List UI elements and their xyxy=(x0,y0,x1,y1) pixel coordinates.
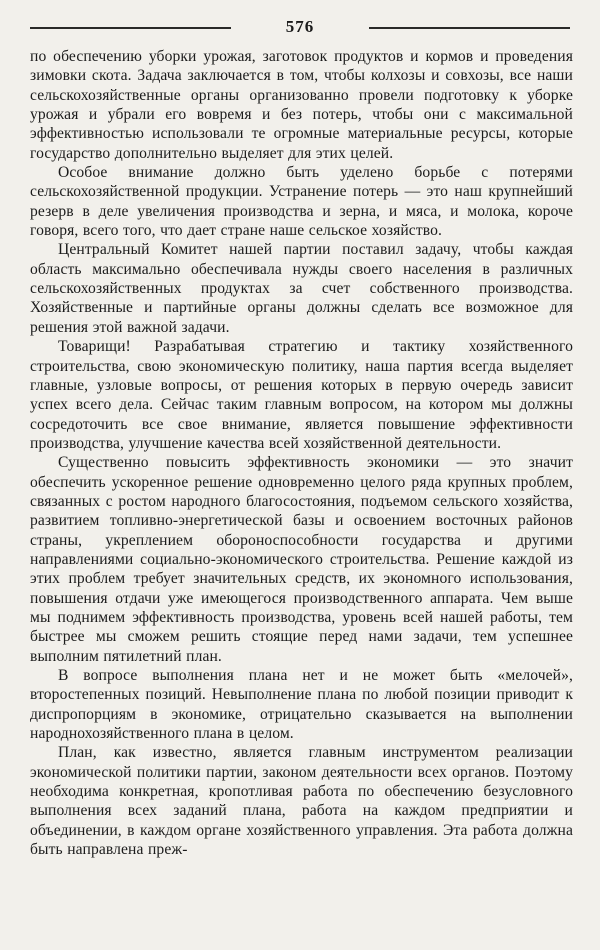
paragraph: Существенно повысить эффективность экономики — это значит обеспечить ускоренное решение одновременно целого ряда крупных проблем, связанных с ростом народного благосостояния, подъемом сельского хозяйства, развитием топливно-энергетической базы и освоением восточных районов страны, укреплением обороноспособности государства и другими направлениями социально-экономического строительства. Решение каждой из этих проблем требует значительных средств, их экономного использования, повышения отдачи уже имеющегося производственного аппарата. Чем выше мы поднимем эффективность производства, уровень всей нашей работы, тем быстрее мы сможем решить стоящие перед нами задачи, тем успешнее выполним пятилетний план. xyxy=(30,454,573,665)
paragraph: План, как известно, является главным инструментом реализации экономической политики партии, законом деятельности всех органов. Поэтому необходима конкретная, кропотливая работа по обеспечению безусловного выполнения всех заданий плана, работа на каждом предприятии и объединении, в каждом органе хозяйственного управления. Эта работа должна быть направлена преж- xyxy=(30,744,573,859)
page-number: 576 xyxy=(285,17,315,36)
paragraph: В вопросе выполнения плана нет и не может быть «мелочей», второстепенных позиций. Невыполнение плана по любой позиции приводит к диспропорциям в экономике, отрицательно сказывается на выполнении народнохозяйственного плана в целом. xyxy=(30,667,573,743)
paragraph: по обеспечению уборки урожая, заготовок продуктов и кормов и проведения зимовки скота. Задача заключается в том, чтобы колхозы и совхозы, все наши сельскохозяйственные органы организованно провели подготовку к уборке урожая и убрали его вовремя и без потерь, чтобы они с максимальной эффективностью использовали те огромные материальные ресурсы, которые государство дополнительно выделяет для этих целей. xyxy=(30,48,573,162)
header-rule-left xyxy=(30,27,231,29)
paragraph: Центральный Комитет нашей партии поставил задачу, чтобы каждая область максимально обеспечивала нужды своего населения в различных сельскохозяйственных продуктах за счет собственного производства. Хозяйственные и партийные органы должны сделать все возможное для решения этой важной задачи. xyxy=(30,241,573,336)
paragraph: Товарищи! Разрабатывая стратегию и тактику хозяйственного строительства, свою экономическую политику, наша партия всегда выделяет главные, узловые вопросы, от решения которых в первую очередь зависит успех всего дела. Сейчас таким главным вопросом, на котором мы должны сосредоточить все свое внимание, является повышение эффективности производства, улучшение качества всей хозяйственной деятельности. xyxy=(30,338,573,452)
page-header xyxy=(0,0,600,35)
header-rule-right xyxy=(369,27,570,29)
text-block xyxy=(0,35,600,945)
paragraph: Особое внимание должно быть уделено борьбе с потерями сельскохозяйственной продукции. Устранение потерь — это наш крупнейший резерв в деле увеличения производства и зерна, и мяса, и молока, короче говоря, всего того, что дает стране наше сельское хозяйство. xyxy=(30,164,573,240)
